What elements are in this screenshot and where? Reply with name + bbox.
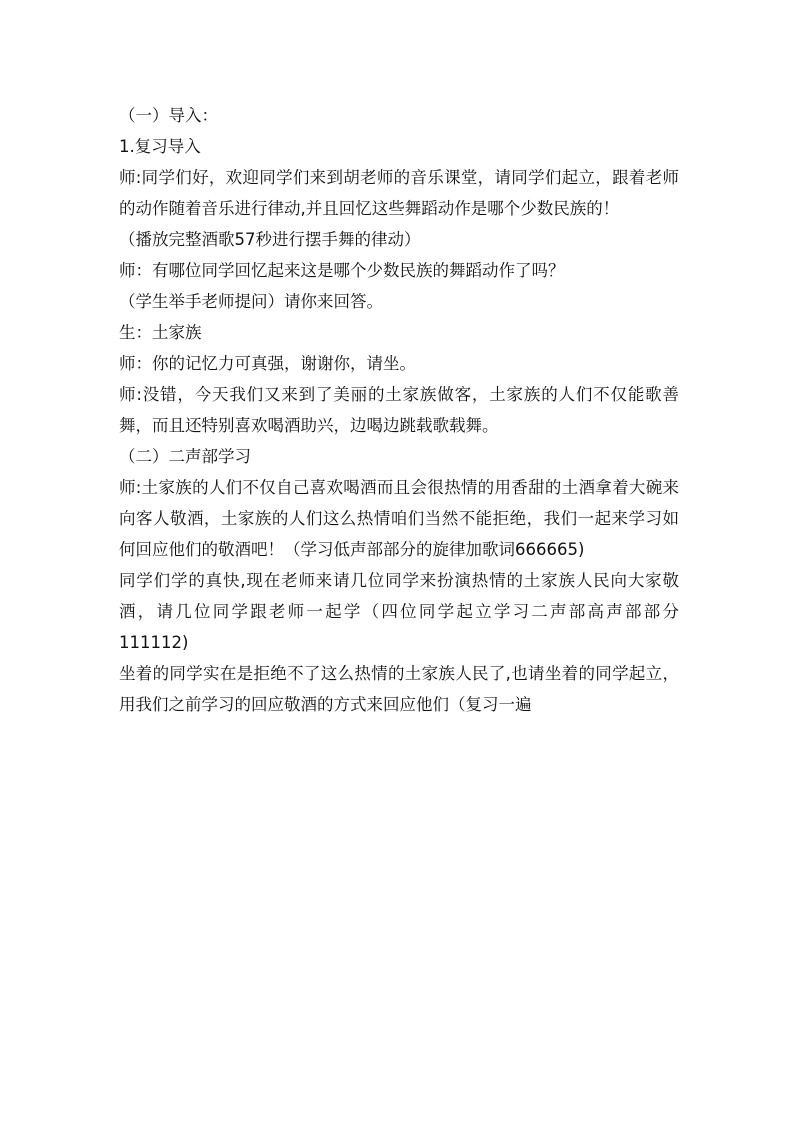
paragraph-teacher-question: 师：有哪位同学回忆起来这是哪个少数民族的舞蹈动作了吗？ bbox=[119, 261, 565, 280]
paragraph-seated-students: 坐着的同学实在是拒绝不了这么热情的土家族人民了,也请坐着的同学起立，用我们之前学习的回应敬酒的方式来回应他们（复习一遍 bbox=[119, 664, 679, 714]
subsection-heading-review: 1.复习导入 bbox=[119, 137, 201, 156]
document-page bbox=[119, 100, 679, 720]
paragraph-play-song-note: （播放完整酒歌57秒进行摆手舞的律动） bbox=[119, 230, 421, 249]
paragraph-student-raise-hand: （学生举手老师提问）请你来回答。 bbox=[119, 292, 383, 311]
paragraph-teacher-tujia-intro: 师:没错，今天我们又来到了美丽的土家族做客，土家族的人们不仅能歌善舞，而且还特别喜欢喝酒助兴，边喝边跳载歌载舞。 bbox=[119, 385, 679, 435]
paragraph-teacher-praise: 师：你的记忆力可真强，谢谢你，请坐。 bbox=[119, 354, 416, 373]
paragraph-teacher-greeting: 师:同学们好，欢迎同学们来到胡老师的音乐课堂，请同学们起立，跟着老师的动作随着音乐进行律动,并且回忆这些舞蹈动作是哪个少数民族的！ bbox=[119, 168, 679, 218]
paragraph-teacher-toast: 师:土家族的人们不仅自己喜欢喝酒而且会很热情的用香甜的土酒拿着大碗来向客人敬酒，土家族的人们这么热情咱们当然不能拒绝，我们一起来学习如何回应他们的敬酒吧！（学习低声部部分的旋律加歌词666665) bbox=[119, 478, 679, 559]
paragraph-student-answer: 生：土家族 bbox=[119, 323, 202, 342]
section-heading-two-part: （二）二声部学习 bbox=[119, 447, 251, 466]
section-heading-intro: （一）导入： bbox=[119, 106, 218, 125]
paragraph-students-roleplay: 同学们学的真快,现在老师来请几位同学来扮演热情的土家族人民向大家敬酒，请几位同学跟老师一起学（四位同学起立学习二声部高声部部分111112) bbox=[119, 571, 679, 652]
